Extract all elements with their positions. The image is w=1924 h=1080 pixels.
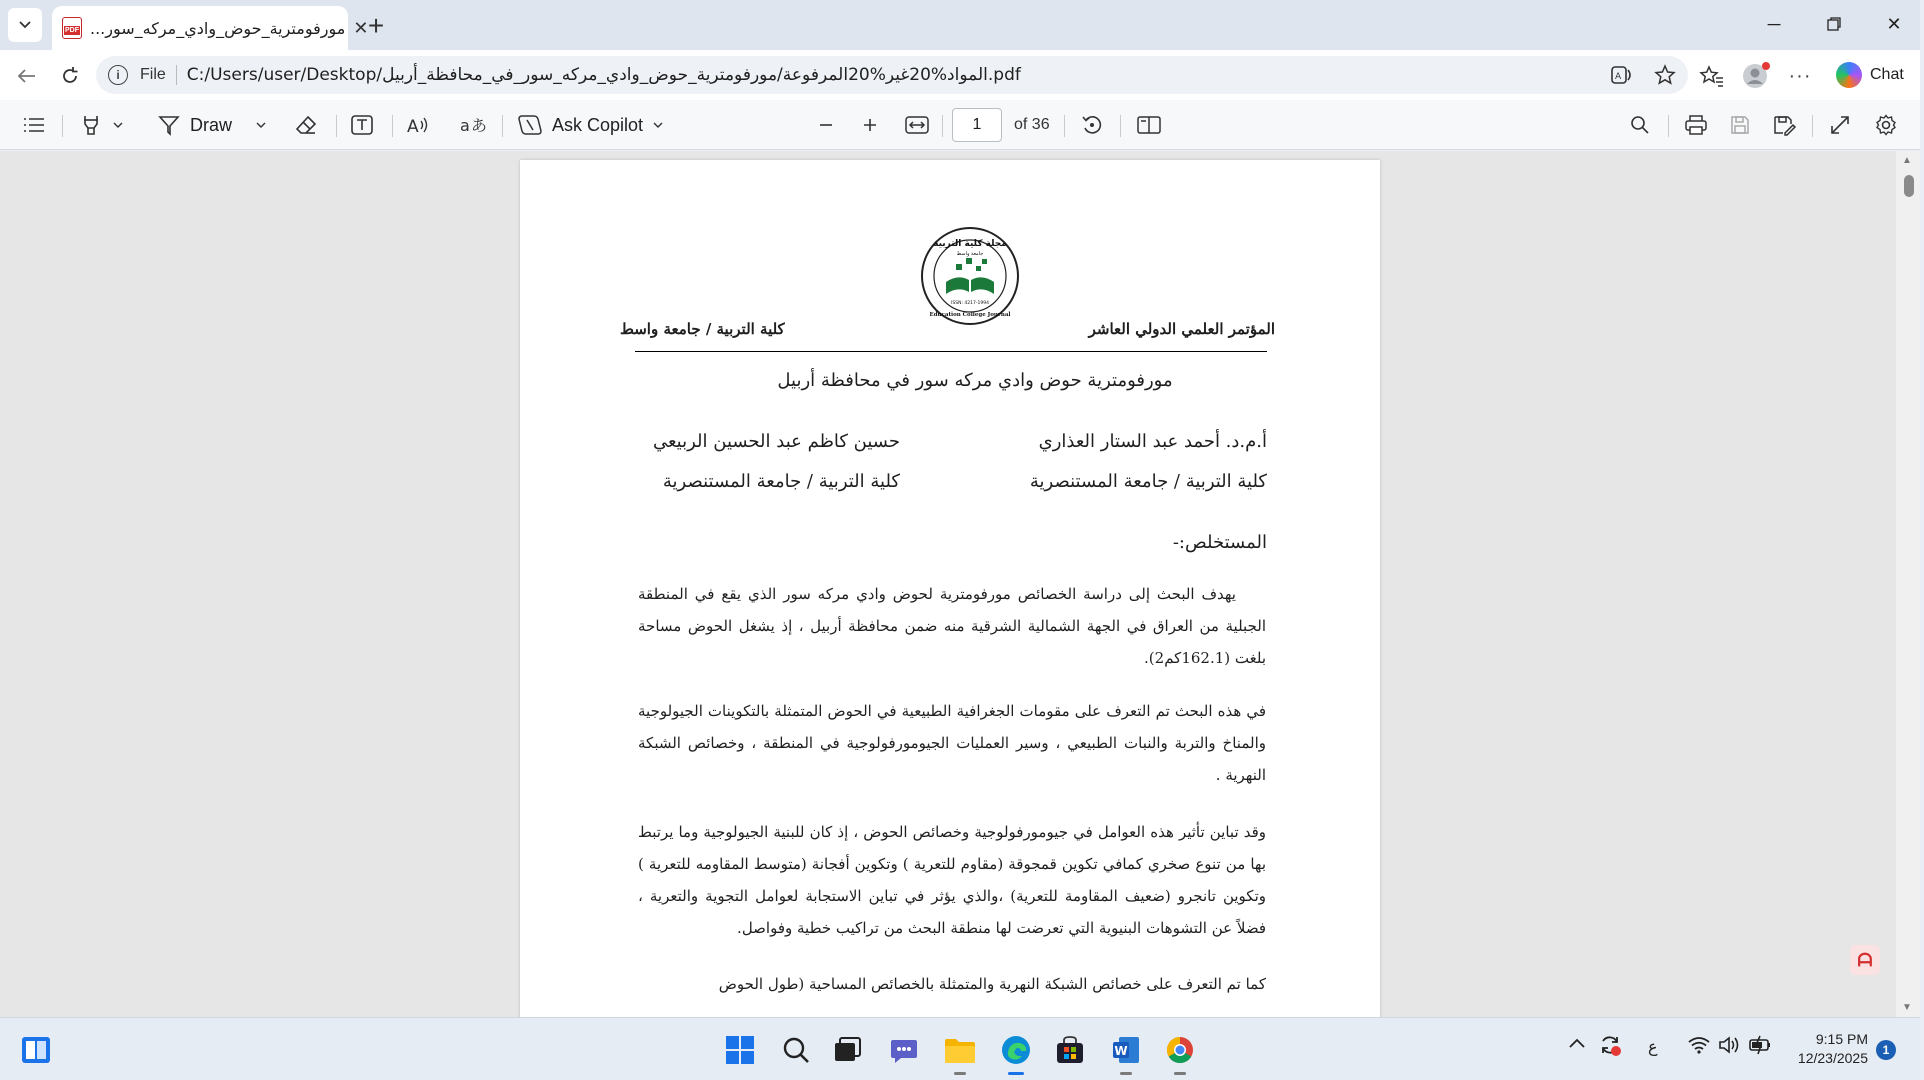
search-taskbar-button[interactable] (778, 1032, 814, 1068)
store-button[interactable] (1052, 1032, 1088, 1068)
pdf-file-icon: PDF (62, 17, 82, 39)
info-icon[interactable]: i (108, 65, 128, 85)
star-icon[interactable] (1654, 64, 1676, 86)
page-view-icon (1137, 115, 1161, 135)
widgets-button[interactable] (18, 1032, 54, 1068)
author-2-affiliation: كلية التربية / جامعة المستنصرية (662, 471, 900, 492)
erase-button[interactable] (290, 109, 322, 141)
logo-title: مجلة كلية التربية (933, 239, 1007, 249)
tab-title: مورفومترية_حوض_وادي_مركه_سور... (90, 18, 346, 38)
settings-icon (1875, 114, 1897, 136)
divider (336, 115, 337, 137)
scroll-up-icon[interactable]: ▲ (1902, 155, 1912, 166)
divider (1812, 115, 1813, 137)
minimize-button[interactable] (1744, 0, 1804, 48)
read-aloud-icon (406, 115, 430, 135)
logo-issn: ISSN: 4217-1994 (951, 301, 989, 306)
refresh-button[interactable] (52, 58, 88, 94)
more-icon: ··· (1788, 64, 1812, 87)
search-icon (1630, 115, 1650, 135)
running-indicator (954, 1072, 966, 1075)
svg-text:a: a (460, 116, 470, 135)
abstract-paragraph: كما تم التعرف على خصائص الشبكة النهرية والمتمثلة بالخصائص المساحية (طول الحوض (718, 975, 1266, 993)
new-tab-icon: + (367, 10, 385, 41)
sync-icon (1598, 1033, 1622, 1057)
pdf-toolbar (0, 100, 1920, 150)
chat-label: Chat (1870, 66, 1904, 83)
address-url[interactable]: C:/Users/user/Desktop/المواد%20غير%20المرفوعة/مورفومترية_حوض_وادي_مركه_سور_في_محافظة_أربيل.pdf (186, 65, 1021, 85)
text-icon (351, 115, 373, 135)
title-bar (0, 0, 1920, 50)
settings-button[interactable] (1870, 109, 1902, 141)
scroll-down-icon[interactable]: ▼ (1902, 1002, 1912, 1013)
zoom-in-icon (862, 117, 878, 133)
active-indicator (1008, 1072, 1024, 1075)
search-button[interactable] (1624, 109, 1656, 141)
fit-width-button[interactable] (900, 109, 934, 141)
abstract-paragraph: وقد تباين تأثير هذه العوامل في جيومورفولوجية وخصائص الحوض ، إذ كان للبنية الجيولوجية وما يرتبط بها من تنوع صخري كمافي تكوين قمجوقة (مقاوم للتعرية ) وتكوين أفجانة (متوسط المقاومه للتعرية ) وتكوين تانجرو (ضعيف المقاومة للتعرية) ،والذي يؤثر في تباين الاستجابة لعوامل التجوية والتعرية ، فضلاً عن التشوهات البنيوية التي تعرضت لها منطقة البحث من تراكيب خطية وفواصل. (638, 823, 1266, 937)
sync-status-button[interactable] (1598, 1033, 1622, 1062)
read-aloud-icon[interactable] (1610, 64, 1634, 86)
copilot-chat-button[interactable] (1832, 57, 1914, 93)
widgets-icon (21, 1036, 51, 1064)
fullscreen-button[interactable] (1824, 109, 1856, 141)
new-tab-button[interactable] (360, 10, 392, 42)
close-icon: ✕ (353, 17, 369, 38)
folder-icon (944, 1036, 976, 1064)
volume-icon[interactable] (1718, 1036, 1740, 1059)
divider (1668, 115, 1669, 137)
header-divider (635, 351, 1267, 352)
chevron-down-icon (256, 121, 266, 129)
divider (502, 115, 503, 137)
windows-icon (725, 1035, 755, 1065)
save-as-button[interactable] (1768, 109, 1800, 141)
print-icon (1685, 115, 1707, 135)
document-viewport[interactable] (0, 151, 1920, 1017)
contents-icon (23, 117, 45, 133)
chevron-down-icon (113, 121, 123, 129)
chrome-icon (1165, 1035, 1195, 1065)
wifi-icon[interactable] (1688, 1036, 1710, 1059)
divider (392, 115, 393, 137)
pdf-page (520, 160, 1380, 1040)
highlight-icon (81, 114, 101, 136)
abstract-paragraph: في هذه البحث تم التعرف على مقومات الجغرافية الطبيعية في الحوض المتمثلة بالتكوينات الجيولوجية والمناخ والتربة والنبات الطبيعي ، وسير العمليات الجيومورفولوجية في المنطقة ، وخصائص الشبكة النهرية . (638, 702, 1266, 784)
rotate-button[interactable] (1076, 109, 1108, 141)
journal-logo (920, 226, 1020, 326)
running-indicator (1120, 1072, 1132, 1075)
address-scheme: File (140, 66, 166, 83)
page-number-input[interactable]: 1 (952, 108, 1002, 142)
page-count: of 36 (1014, 116, 1050, 133)
svg-text:W: W (1114, 1044, 1128, 1058)
maximize-icon (1827, 17, 1841, 31)
search-icon (782, 1036, 810, 1064)
scrollbar-thumb[interactable] (1904, 175, 1914, 197)
rotate-icon (1081, 114, 1103, 136)
fit-width-icon (905, 116, 929, 134)
divider (942, 115, 943, 137)
word-icon (1111, 1035, 1141, 1065)
favorites-icon (1700, 65, 1724, 87)
refresh-icon (60, 66, 80, 86)
battery-icon[interactable] (1748, 1034, 1772, 1061)
chevron-down-icon (653, 121, 663, 129)
more-button[interactable] (1782, 58, 1818, 94)
fullscreen-icon (1830, 115, 1850, 135)
edge-button[interactable] (998, 1032, 1034, 1068)
minimize-icon: ─ (1767, 13, 1781, 34)
store-icon (1055, 1035, 1085, 1065)
abstract-heading: المستخلص:- (1172, 532, 1267, 553)
author-1 (1030, 422, 1267, 502)
acrobat-icon: ᗩ (1857, 949, 1873, 970)
page-view-button[interactable] (1132, 109, 1166, 141)
copilot-icon (1836, 62, 1862, 88)
abstract-paragraph: يهدف البحث إلى دراسة الخصائص مورفومترية لحوض وادي مركه سور الذي يقع في المنطقة الجبلية من العراق في الجهة الشمالية الشرقية منه ضمن محافظة أربيل ، إذ يشغل الحوض مساحة بلغت (162.1كم2). (638, 585, 1266, 667)
active-tab[interactable] (52, 6, 369, 50)
divider (1120, 115, 1121, 137)
divider (1064, 115, 1065, 137)
task-view-icon (834, 1037, 862, 1063)
back-button[interactable] (8, 58, 44, 94)
chrome-button[interactable] (1162, 1032, 1198, 1068)
zoom-out-icon (818, 117, 834, 133)
copilot-icon (518, 114, 542, 136)
chevron-up-icon (1568, 1037, 1586, 1049)
taskbar (0, 1017, 1920, 1080)
file-explorer-button[interactable] (942, 1032, 978, 1068)
zoom-in-button[interactable] (854, 109, 886, 141)
navigation-bar (0, 50, 1920, 100)
print-button[interactable] (1680, 109, 1712, 141)
logo-subtitle: جامعة واسط (956, 251, 984, 257)
svg-text:あ: あ (471, 116, 488, 135)
college-name: كلية التربية / جامعة واسط (620, 320, 785, 338)
svg-text:A: A (1615, 72, 1622, 82)
contents-button[interactable] (18, 109, 50, 141)
draw-label: Draw (189, 114, 232, 135)
notification-badge[interactable]: 1 (1876, 1040, 1896, 1060)
save-as-icon (1773, 115, 1795, 135)
paper-title: مورفومترية حوض وادي مركه سور في محافظة أربيل (777, 370, 1173, 391)
edge-icon (1000, 1034, 1032, 1066)
favorites-button[interactable] (1694, 58, 1730, 94)
erase-icon (295, 115, 317, 135)
divider (176, 65, 177, 85)
close-icon: ✕ (1886, 13, 1902, 34)
profile-button[interactable] (1738, 58, 1774, 94)
show-hidden-icons-button[interactable] (1568, 1036, 1586, 1054)
clock-date: 12/23/2025 (1797, 1050, 1868, 1066)
logo-english-name: Education College Journal (929, 312, 1011, 318)
input-language[interactable]: ع (1648, 1039, 1658, 1056)
clock-time: 9:15 PM (1815, 1031, 1868, 1047)
back-icon (16, 68, 36, 84)
vertical-scrollbar[interactable] (1896, 151, 1920, 1017)
draw-button[interactable] (156, 109, 268, 141)
read-aloud-button[interactable] (402, 109, 434, 141)
save-button[interactable] (1724, 109, 1756, 141)
tab-list-icon (18, 20, 32, 30)
author-1-name: أ.م.د. أحمد عبد الستار العذاري (1038, 431, 1267, 452)
highlight-button[interactable] (72, 109, 132, 141)
author-2-name: حسين كاظم عبد الحسين الربيعي (652, 431, 900, 452)
add-text-button[interactable] (346, 109, 378, 141)
ask-copilot-button[interactable] (518, 109, 670, 141)
running-indicator (1174, 1072, 1186, 1075)
tab-list-button[interactable] (8, 8, 42, 42)
teams-icon (889, 1036, 919, 1064)
restore-button[interactable] (1804, 0, 1864, 48)
divider (62, 115, 63, 137)
task-view-button[interactable] (830, 1032, 866, 1068)
svg-text:A: A (407, 117, 419, 137)
teams-button[interactable] (886, 1032, 922, 1068)
author-1-affiliation: كلية التربية / جامعة المستنصرية (1029, 471, 1267, 492)
save-icon (1730, 115, 1750, 135)
acrobat-button[interactable] (1850, 945, 1880, 975)
zoom-out-button[interactable] (810, 109, 842, 141)
close-window-button[interactable] (1864, 0, 1924, 48)
ask-copilot-label: Ask Copilot (552, 114, 644, 135)
translate-button[interactable] (456, 109, 490, 141)
start-button[interactable] (722, 1032, 758, 1068)
translate-icon (460, 115, 486, 135)
profile-icon (1741, 61, 1771, 91)
system-clock[interactable] (1790, 1030, 1868, 1068)
author-2 (640, 422, 900, 502)
draw-icon (158, 114, 180, 136)
word-button[interactable] (1108, 1032, 1144, 1068)
address-bar[interactable] (96, 56, 1688, 94)
conference-name: المؤتمر العلمي الدولي العاشر (1088, 320, 1275, 338)
